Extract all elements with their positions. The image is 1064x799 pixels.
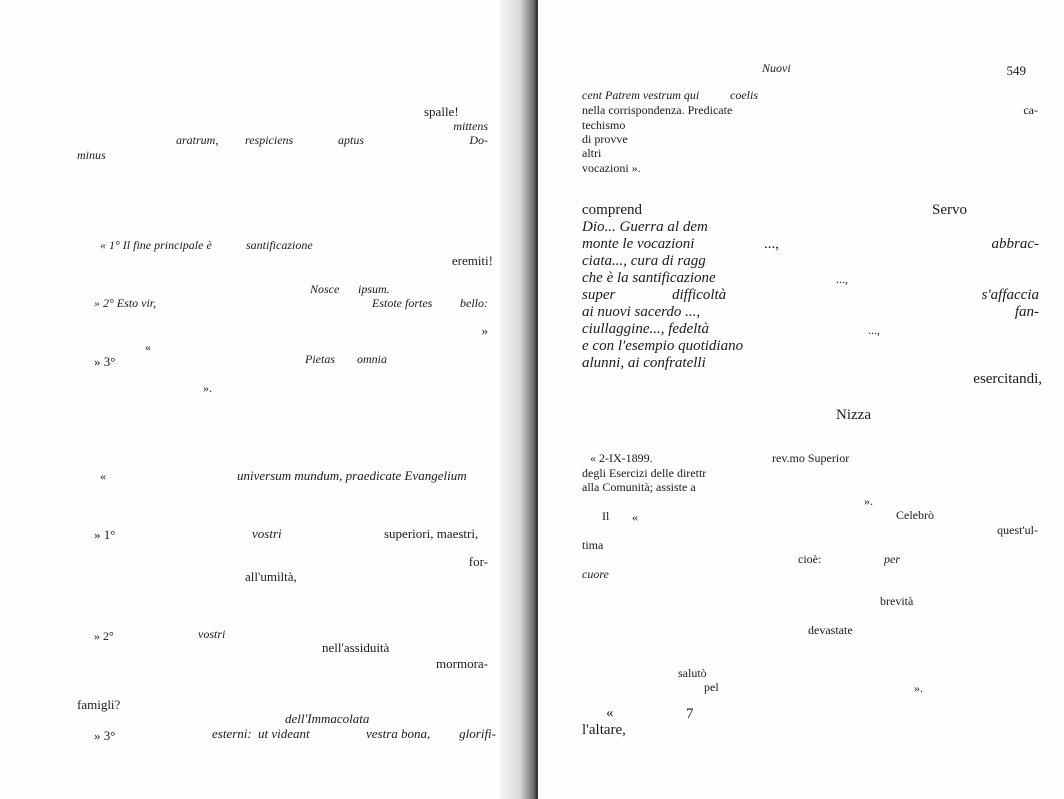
text-line: nell'assiduità <box>322 640 390 655</box>
text-line: salutò <box>678 666 707 680</box>
text-line: mormora- <box>436 656 488 671</box>
text-line: ». <box>864 494 873 508</box>
text-line: ut videant <box>258 726 310 741</box>
page-number: 549 <box>1006 63 1026 78</box>
text-line: vocazioni ». <box>582 161 641 175</box>
text-line: » <box>481 323 488 338</box>
text-line: » 2° Esto vir, <box>94 296 157 310</box>
text-line: santificazione <box>246 238 313 252</box>
text-line: » 2° <box>94 629 114 643</box>
text-line: ». <box>203 381 212 395</box>
text-line: alunni, ai confratelli <box>582 355 706 371</box>
text-line: » 3° <box>94 728 116 743</box>
text-line: respiciens <box>245 133 294 147</box>
text-line: cent Patrem vestrum qui <box>582 88 700 102</box>
text-line: « 1° Il fine principale è <box>100 238 212 252</box>
text-line: cuore <box>582 567 609 581</box>
text-line: devastate <box>808 623 853 637</box>
text-line: di provve <box>582 132 628 146</box>
text-line: ..., <box>868 323 880 337</box>
text-line: « <box>606 705 614 721</box>
text-line: eremiti! <box>451 253 493 268</box>
text-line: esercitandi, <box>973 371 1042 387</box>
text-line: glorifi- <box>459 726 496 741</box>
text-line: ai nuovi sacerdo ..., <box>582 304 701 320</box>
text-line: Pietas <box>305 352 335 366</box>
text-line: « <box>145 340 151 354</box>
text-line: bello: <box>460 296 488 310</box>
text-line: minus <box>77 148 106 162</box>
text-line: mittens <box>453 119 488 133</box>
text-line: Nosce <box>310 282 340 296</box>
text-line: aptus <box>338 133 365 147</box>
text-line: difficoltà <box>672 287 727 303</box>
text-line: 7 <box>686 706 694 722</box>
text-line: Servo <box>932 202 967 218</box>
text-line: alla Comunità; assiste a <box>582 480 696 494</box>
text-line: ciata..., cura di ragg <box>582 253 706 269</box>
text-line: ..., <box>764 236 779 252</box>
text-line: Celebrò <box>896 508 934 522</box>
text-line: famigli? <box>77 697 121 712</box>
text-line: esterni: <box>212 726 252 741</box>
text-line: cioè: <box>798 552 822 566</box>
text-line: Nizza <box>836 407 871 423</box>
left-page <box>0 0 515 799</box>
text-line: e con l'esempio quotidiano <box>582 338 744 354</box>
text-line: comprend <box>582 202 642 218</box>
text-line: che è la santificazione <box>582 270 716 286</box>
text-line: tima <box>582 538 604 552</box>
text-line: aratrum, <box>176 133 219 147</box>
text-line: abbrac- <box>991 236 1039 252</box>
text-line: techismo <box>582 118 626 132</box>
text-line: spalle! <box>424 104 459 119</box>
text-line: vostri <box>198 627 226 641</box>
text-line: s'affaccia <box>981 287 1039 303</box>
text-line: ». <box>914 681 923 695</box>
text-line: « <box>100 469 106 483</box>
text-line: vostri <box>252 526 282 541</box>
text-line: » 1° <box>94 527 116 542</box>
right-page <box>538 0 1064 799</box>
text-line: ciullaggine..., fedeltà <box>582 321 710 337</box>
text-line: Do- <box>469 133 488 147</box>
running-title: Nuovi <box>762 61 791 75</box>
text-line: degli Esercizi delle direttr <box>582 466 707 480</box>
text-line: for- <box>468 554 488 569</box>
text-line: fan- <box>1014 304 1039 320</box>
text-line: altri <box>582 146 602 160</box>
text-line: superiori, maestri, <box>384 526 479 541</box>
text-line: rev.mo Superior <box>772 451 850 465</box>
text-line: universum mundum, praedicate Evangelium <box>237 468 467 483</box>
text-line: l'altare, <box>582 722 626 738</box>
text-line: ipsum. <box>358 282 390 296</box>
text-line: omnia <box>357 352 387 366</box>
text-line: coelis <box>730 88 758 102</box>
text-line: « 2-IX-1899. <box>590 451 653 465</box>
text-line: per <box>884 552 900 566</box>
text-line: ca- <box>1023 103 1038 117</box>
text-line: pel <box>704 680 719 694</box>
text-line: nella corrispondenza. Predicate <box>582 103 733 117</box>
text-line: Il <box>602 509 610 523</box>
text-line: vestra bona, <box>366 726 431 741</box>
text-line: all'umiltà, <box>245 569 297 584</box>
text-line: dell'Immacolata <box>285 711 370 726</box>
text-line: Dio... Guerra al dem <box>582 219 708 235</box>
text-line: quest'ul- <box>997 523 1038 537</box>
text-line: « <box>632 510 638 524</box>
text-line: brevità <box>880 594 914 608</box>
text-line: Estote fortes <box>372 296 433 310</box>
text-line: ..., <box>836 272 848 286</box>
text-line: super <box>582 287 616 303</box>
text-line: monte le vocazioni <box>582 236 695 252</box>
text-line: » 3° <box>94 354 116 369</box>
